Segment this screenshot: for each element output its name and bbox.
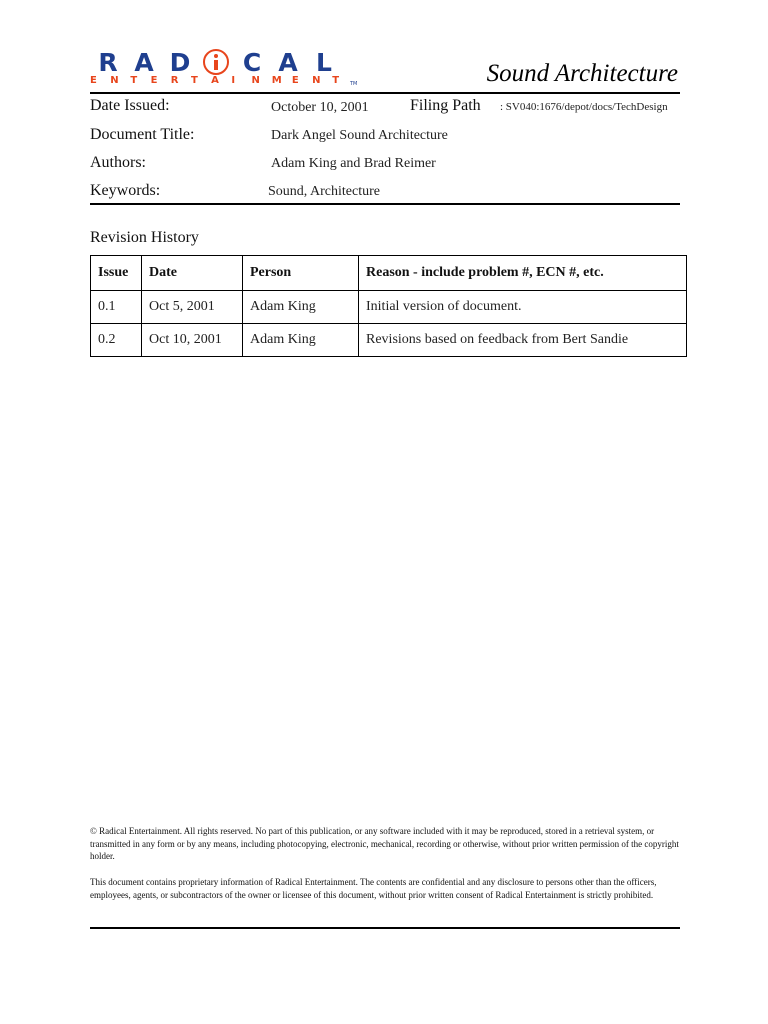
authors-value: Adam King and Brad Reimer [271,156,436,171]
column-header-person: Person [243,256,359,291]
logo-letter: L [316,47,332,77]
revision-table [90,255,687,357]
authors-label: Authors: [90,154,146,171]
cell-reason: Revisions based on feedback from Bert Sandie [359,324,687,357]
cell-date: Oct 5, 2001 [142,291,243,324]
logo-i-circle-icon [203,49,229,75]
column-header-date: Date [142,256,243,291]
header-divider [90,92,680,94]
metadata-divider [90,203,680,205]
column-header-issue: Issue [91,256,142,291]
filing-path-value: : SV040:1676/depot/docs/TechDesign [500,101,668,113]
filing-path-label: Filing Path [410,97,481,114]
table-row [91,324,687,357]
trademark-mark: TM [350,81,358,87]
keywords-label: Keywords: [90,182,161,199]
footer-divider [90,927,680,929]
copyright-notice: © Radical Entertainment. All rights reserved. No part of this publication, or any software included with it may be reproduced, stored in a retrieval system, or transmitted in any form or by any means, including photocopying, electronic, mechanical, recording or otherwise, without prior written permission of the copyright holder. [90,826,679,861]
cell-reason: Initial version of document. [359,291,687,324]
logo-letter: R [98,47,118,77]
document-title-value: Dark Angel Sound Architecture [271,128,448,143]
document-title-label: Document Title: [90,126,195,143]
cell-issue: 0.1 [91,291,142,324]
date-issued-label: Date Issued: [90,97,170,114]
date-issued-value: October 10, 2001 [271,100,369,115]
document-heading: Sound Architecture [486,60,678,87]
logo-letter: D [169,47,191,77]
logo-letter: C [242,47,262,77]
revision-history-heading: Revision History [90,229,199,246]
logo-letter: A [278,47,298,77]
logo-subtitle: E N T E R T A I N M E N T [90,75,340,86]
table-header-row [91,256,687,291]
cell-issue: 0.2 [91,324,142,357]
column-header-reason: Reason - include problem #, ECN #, etc. [359,256,687,291]
cell-person: Adam King [243,291,359,324]
cell-date: Oct 10, 2001 [142,324,243,357]
proprietary-notice: This document contains proprietary information of Radical Entertainment. The contents are confidential and any disclosure to persons other than the officers, employees, agents, or subcontractors of the owner or licensee of this document, without prior written consent of Radical Entertainment is strictly prohibited. [90,877,657,900]
logo-wordmark [90,48,342,76]
table-row [91,291,687,324]
cell-person: Adam King [243,324,359,357]
keywords-value: Sound, Architecture [268,184,380,199]
logo-letter: A [134,47,154,77]
